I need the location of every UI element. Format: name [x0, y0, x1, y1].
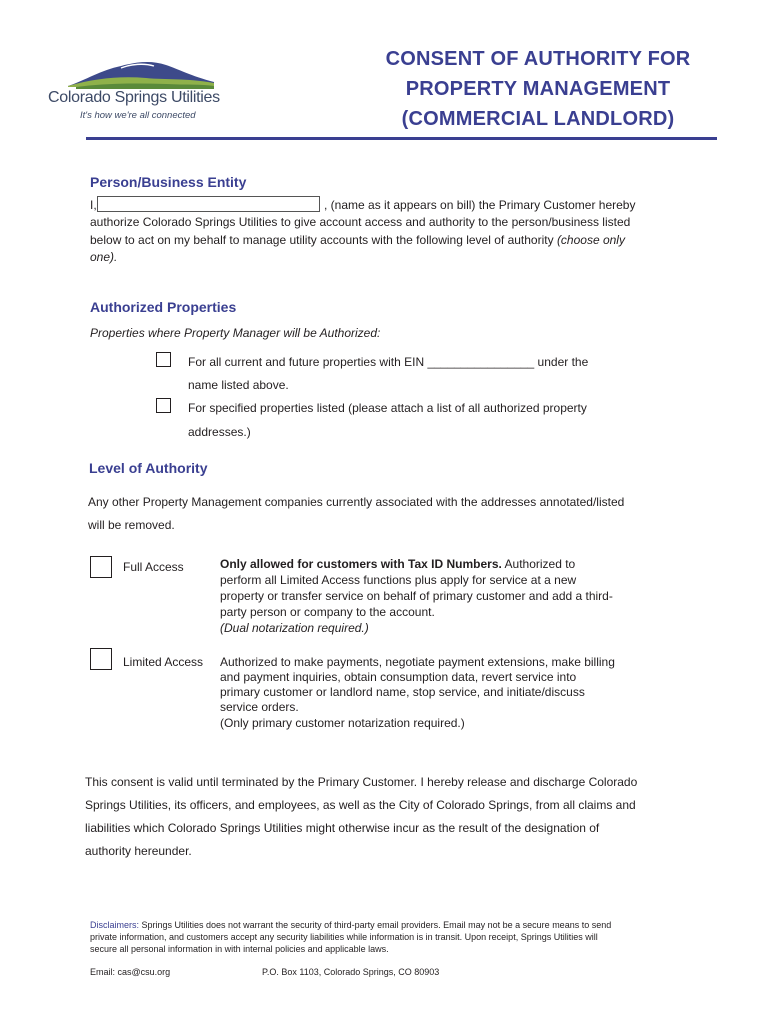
title-line-3: (COMMERCIAL LANDLORD)	[401, 108, 675, 130]
full-access-line-4: party person or company to the account.	[220, 605, 435, 619]
full-access-line-1	[220, 556, 575, 573]
disclaimer-label: Disclaimers:	[90, 920, 140, 930]
company-logo	[48, 56, 218, 126]
limited-access-line-1: Authorized to make payments, negotiate payment extensions, make billing	[220, 655, 615, 669]
primary-customer-name-field[interactable]	[97, 196, 320, 212]
full-access-line-2: perform all Limited Access functions plus apply for service at a new	[220, 573, 577, 587]
all-properties-line-2: name listed above.	[188, 378, 289, 392]
document-title	[360, 44, 716, 134]
full-access-line-5: (Dual notarization required.)	[220, 621, 369, 635]
limited-access-line-3: primary customer or landlord name, stop service, and initiate/discuss	[220, 685, 585, 699]
person-line-3-text: below to act on my behalf to manage utility accounts with the following level of authority	[90, 233, 554, 247]
specified-properties-line-2: addresses.)	[188, 425, 251, 439]
logo-name: Colorado Springs Utilities	[48, 89, 220, 106]
person-section-heading: Person/Business Entity	[90, 174, 247, 190]
limited-access-checkbox[interactable]	[90, 648, 112, 670]
consent-line-2: Springs Utilities, its officers, and employees, as well as the City of Colorado Springs, from all claims and	[85, 798, 636, 812]
properties-subtitle: Properties where Property Manager will be Authorized:	[90, 326, 381, 340]
full-access-label: Full Access	[123, 560, 184, 574]
person-prefix: I,	[90, 198, 97, 212]
specified-properties-line-1: For specified properties listed (please attach a list of all authorized property	[188, 401, 587, 415]
limited-access-line-2: and payment inquiries, obtain consumption data, revert service into	[220, 670, 577, 684]
person-line-3	[90, 232, 625, 249]
consent-line-3: liabilities which Colorado Springs Utilities might otherwise incur as the result of the designation of	[85, 821, 600, 835]
authority-intro-line-2: will be removed.	[88, 518, 175, 532]
authority-intro-line-1: Any other Property Management companies currently associated with the addresses annotated/listed	[88, 495, 625, 509]
logo-tagline: It's how we're all connected	[80, 110, 196, 121]
title-line-1: CONSENT OF AUTHORITY FOR	[385, 48, 691, 70]
footer-email: Email: cas@csu.org	[90, 967, 171, 977]
disclaimer-line-1-text: Springs Utilities does not warrant the security of third-party email providers. Email may not be a secure means to send	[139, 920, 612, 930]
person-line-3-italic: (choose only	[556, 233, 625, 247]
properties-section-heading: Authorized Properties	[90, 299, 237, 315]
limited-access-line-5: (Only primary customer notarization required.)	[220, 716, 465, 730]
disclaimer-line-1	[90, 919, 611, 932]
all-properties-checkbox[interactable]	[156, 352, 171, 367]
person-line-4: one).	[90, 250, 118, 264]
footer-address: P.O. Box 1103, Colorado Springs, CO 80903	[262, 967, 440, 977]
disclaimer-line-3: secure all personal information in with internal policies and applicable laws.	[90, 944, 389, 954]
person-line-2: authorize Colorado Springs Utilities to give account access and authority to the person/business listed	[90, 215, 631, 229]
person-line-1: , (name as it appears on bill) the Primary Customer hereby	[324, 198, 636, 212]
all-properties-line-1: For all current and future properties with EIN ________________ under the	[188, 355, 589, 369]
full-access-line-3: property or transfer service on behalf of primary customer and add a third-	[220, 589, 613, 603]
full-access-checkbox[interactable]	[90, 556, 112, 578]
consent-line-4: authority hereunder.	[85, 844, 192, 858]
full-access-bold-text: Only allowed for customers with Tax ID Numbers.	[220, 557, 502, 571]
title-divider	[86, 137, 717, 140]
specified-properties-checkbox[interactable]	[156, 398, 171, 413]
title-line-2: PROPERTY MANAGEMENT	[405, 78, 671, 100]
authority-section-heading: Level of Authority	[89, 460, 208, 476]
disclaimer-line-2: private information, and customers accept any security liabilities while information is in transit. Upon receipt, Springs Utilities will	[90, 932, 598, 942]
consent-line-1: This consent is valid until terminated by the Primary Customer. I hereby release and discharge Colorado	[85, 775, 638, 789]
limited-access-line-4: service orders.	[220, 700, 299, 714]
mountain-logo-icon	[66, 56, 216, 92]
limited-access-label: Limited Access	[123, 655, 204, 669]
full-access-line-1-rest: Authorized to	[501, 557, 576, 571]
